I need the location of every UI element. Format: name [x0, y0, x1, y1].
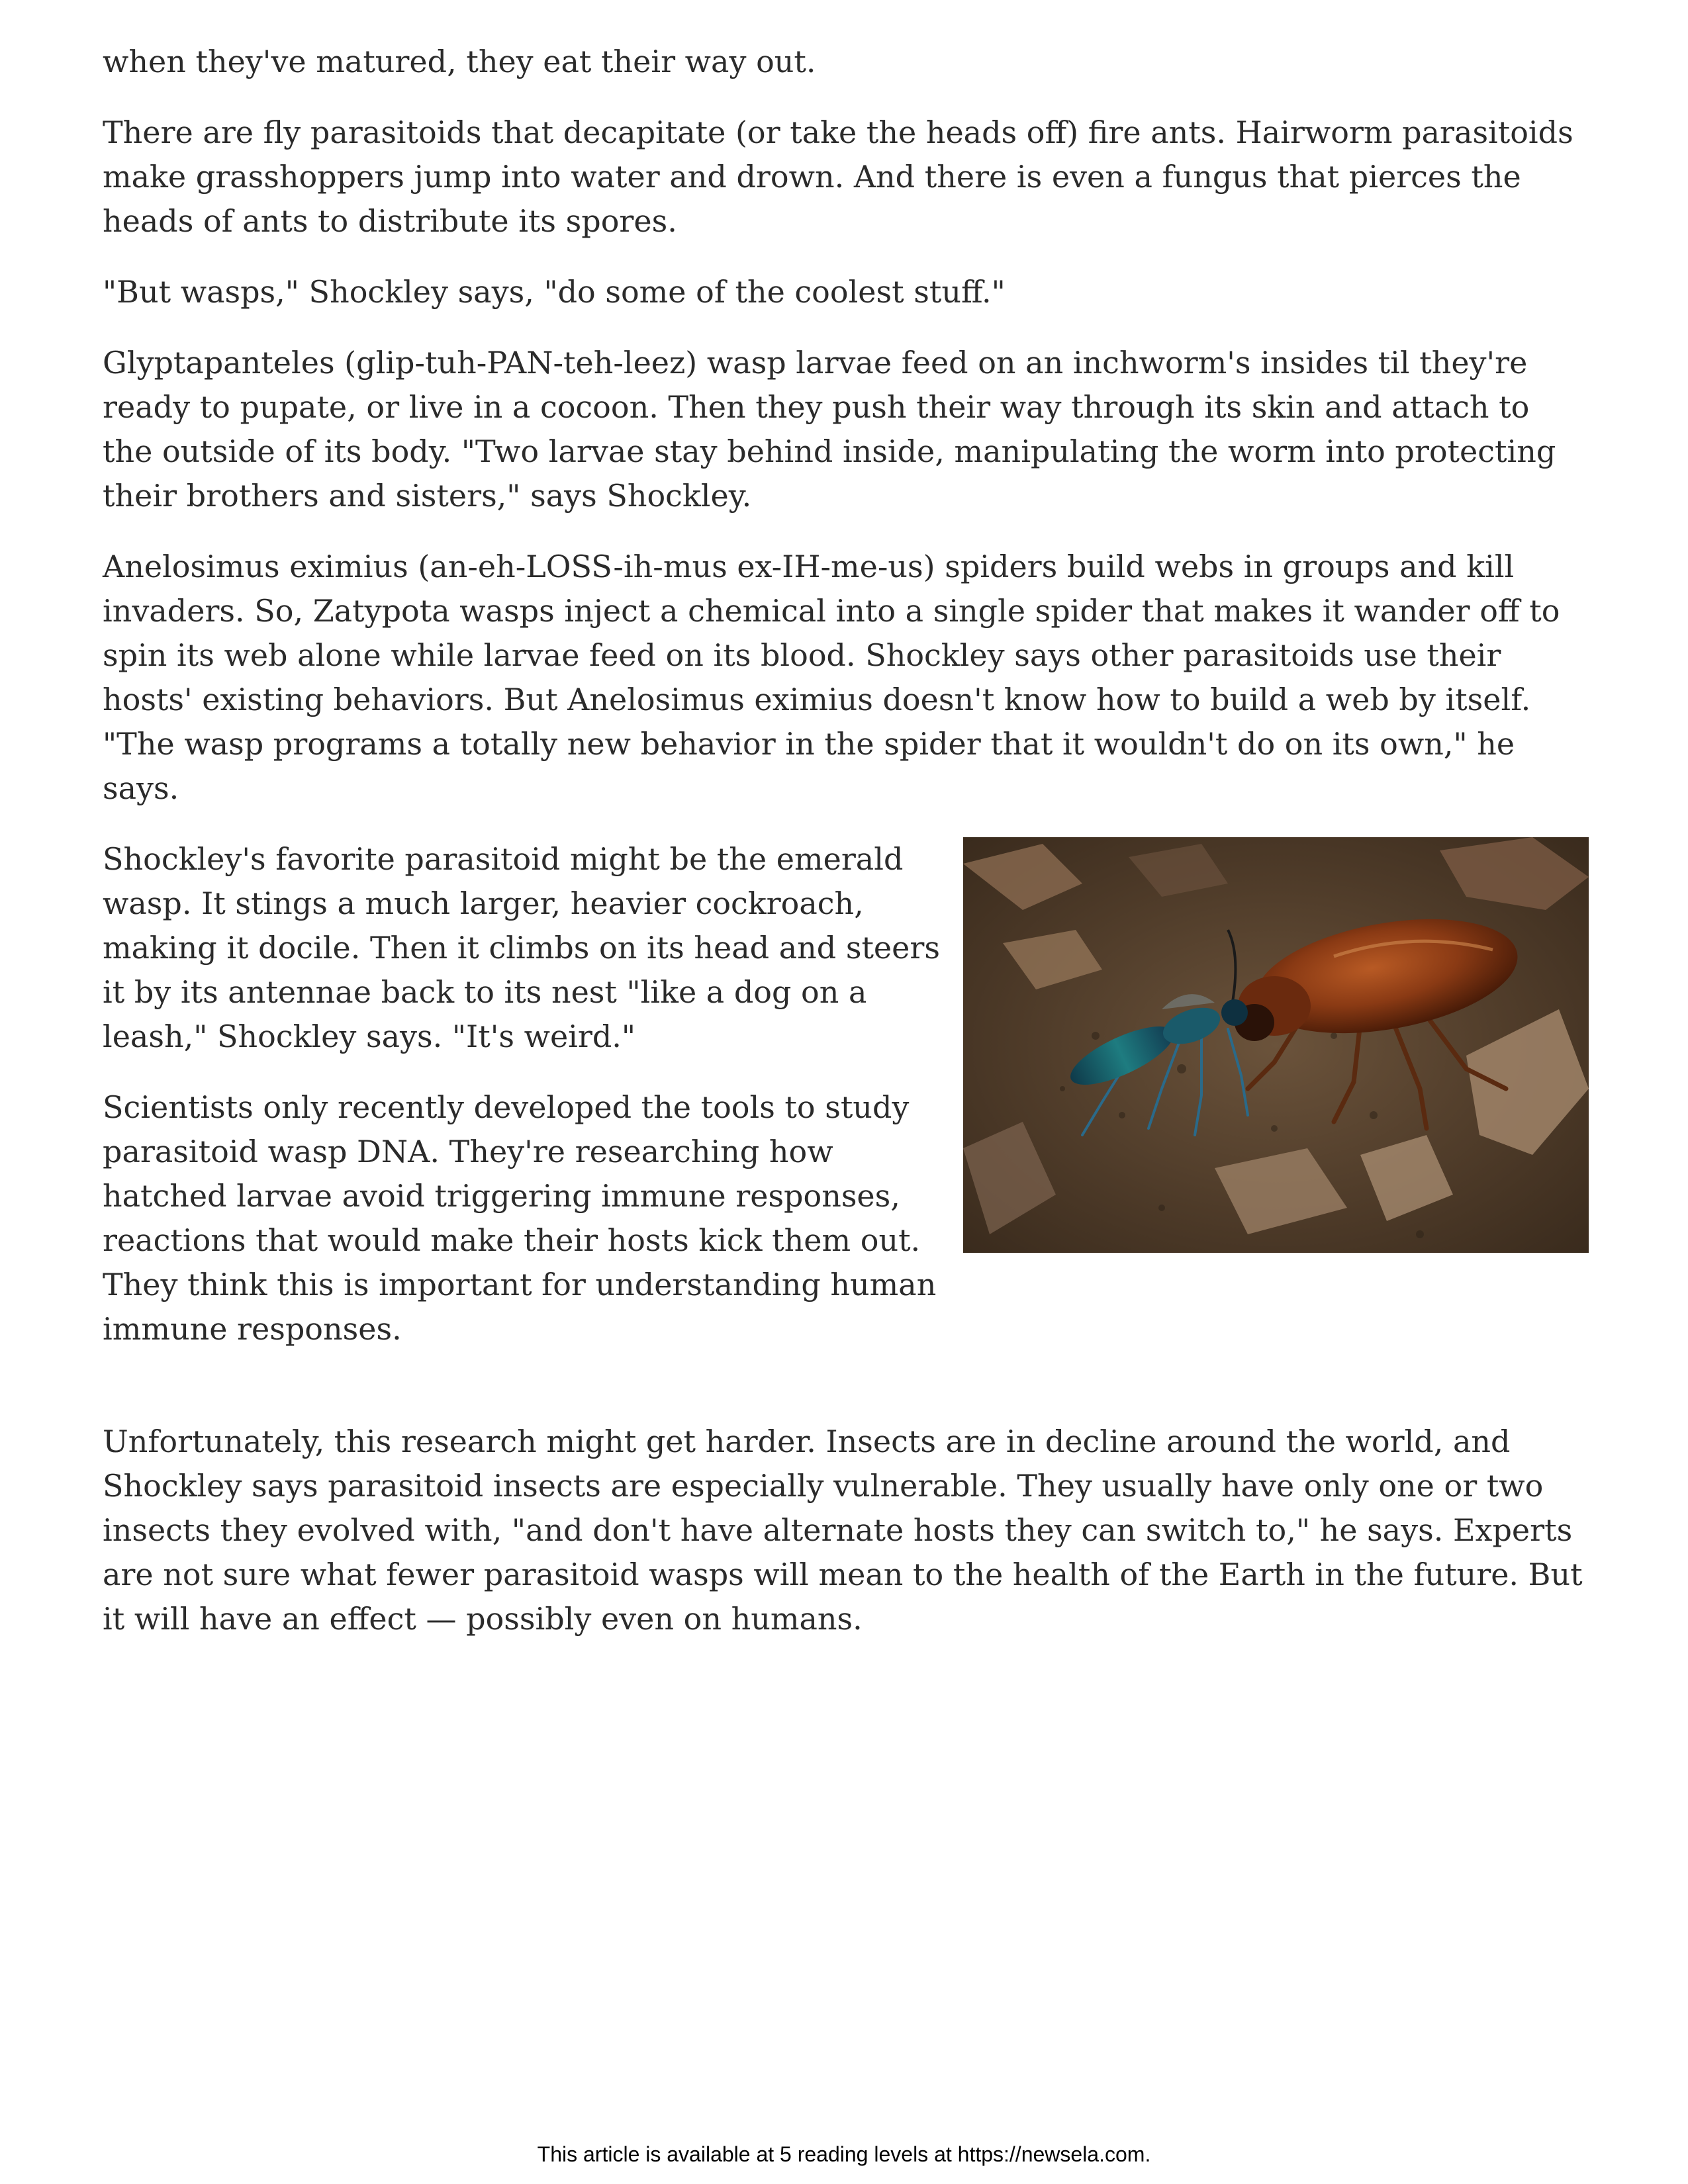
- paragraph-wasp-dna: Scientists only recently developed the tools to study parasitoid wasp DNA. They're researching how hatched larvae avoid triggering immune responses, reactions that would make their hosts kick them out. They think this is important for understanding human immune responses.: [103, 1089, 937, 1347]
- wasp-cockroach-illustration: [963, 837, 1589, 1253]
- wasp-cockroach-photo: [963, 837, 1589, 1253]
- paragraph-decline: Unfortunately, this research might get harder. Insects are in decline around the world, and Shockley says parasitoid insects are especially vulnerable. They usually have only one or two insects they evolved with, "and don't have alternate hosts they can switch to," he says. Experts are not sure what fewer parasitoid wasps will mean to the health of the Earth in the future. But it will have an effect — possibly even on humans.: [103, 1424, 1583, 1637]
- paragraph-continuation: when they've matured, they eat their way out.: [103, 44, 816, 79]
- paragraph-anelosimus: Anelosimus eximius (an-eh-LOSS-ih-mus ex-IH-me-us) spiders build webs in groups and kill invaders. So, Zatypota wasps inject a chemical into a single spider that makes it wander off to spin its web alone while larvae feed on its blood. Shockley says other parasitoids use their hosts' existing behaviors. But Anelosimus eximius doesn't know how to build a web by itself. "The wasp programs a totally new behavior in the spider that it wouldn't do on its own," he says.: [103, 549, 1560, 806]
- text-column: [103, 837, 940, 1351]
- paragraph-parasitoid-examples: There are fly parasitoids that decapitate (or take the heads off) fire ants. Hairworm parasitoids make grasshoppers jump into water and drown. And there is even a fungus that pierces the heads of ants to distribute its spores.: [103, 114, 1573, 239]
- paragraph-glyptapanteles: Glyptapanteles (glip-tuh-PAN-teh-leez) wasp larvae feed on an inchworm's insides til they're ready to pupate, or live in a cocoon. Then they push their way through its skin and attach to the outside of its body. "Two larvae stay behind inside, manipulating the worm into protecting their brothers and sisters," says Shockley.: [103, 345, 1556, 514]
- article-body: [103, 40, 1589, 1668]
- image-text-section: [103, 837, 1589, 1393]
- paragraph-wasps-quote: "But wasps," Shockley says, "do some of the coolest stuff.": [103, 274, 1006, 310]
- footer-reading-levels: This article is available at 5 reading levels at https://newsela.com.: [537, 2142, 1151, 2166]
- paragraph-emerald-wasp: Shockley's favorite parasitoid might be the emerald wasp. It stings a much larger, heavier cockroach, making it docile. Then it climbs on its head and steers it by its antennae back to its nest "like a dog on a leash," Shockley says. "It's weird.": [103, 841, 940, 1054]
